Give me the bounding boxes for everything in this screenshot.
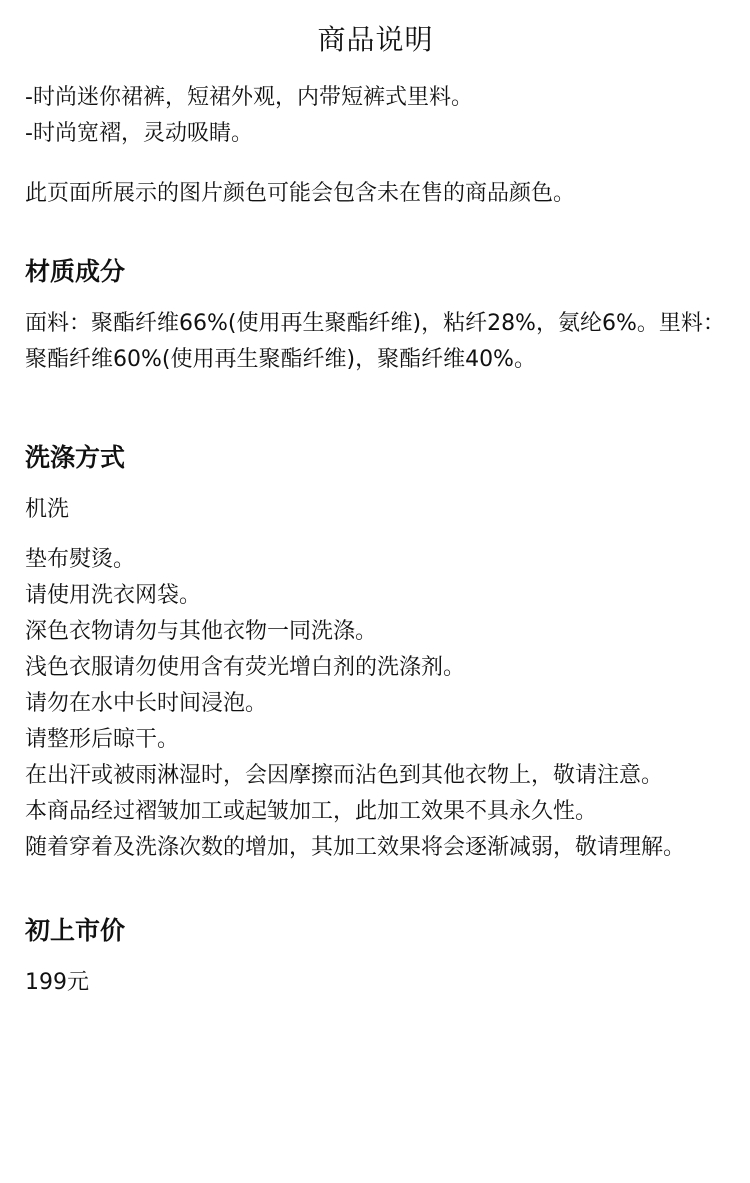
washing-notes-list — [25, 542, 726, 866]
material-text: 面料：聚酯纤维66%(使用再生聚酯纤维)，粘纤28%，氨纶6%。里料：聚酯纤维60%(使用再生聚酯纤维)，聚酯纤维40%。 — [25, 311, 725, 372]
washing-note: 本商品经过褶皱加工或起皱加工，此加工效果不具永久性。 — [25, 799, 598, 824]
color-note: 此页面所展示的图片颜色可能会包含未在售的商品颜色。 — [25, 181, 576, 206]
material-heading: 材质成分 — [25, 257, 126, 286]
price-heading: 初上市价 — [25, 916, 126, 945]
price-value: 199元 — [25, 970, 89, 995]
washing-note: 请使用洗衣网袋。 — [25, 583, 202, 608]
feature-item: -时尚迷你裙裤，短裙外观，内带短裤式里料。 — [25, 85, 473, 110]
washing-note: 请勿在水中长时间浸泡。 — [25, 691, 268, 716]
washing-note: 在出汗或被雨淋湿时，会因摩擦而沾色到其他衣物上，敬请注意。 — [25, 763, 664, 788]
feature-list — [25, 80, 726, 152]
washing-method: 机洗 — [25, 497, 70, 522]
washing-note: 随着穿着及洗涤次数的增加，其加工效果将会逐渐减弱，敬请理解。 — [25, 835, 686, 860]
washing-note: 垫布熨烫。 — [25, 547, 136, 572]
washing-note: 请整形后晾干。 — [25, 727, 180, 752]
page-title: 商品说明 — [317, 23, 434, 56]
washing-note: 深色衣物请勿与其他衣物一同洗涤。 — [25, 619, 378, 644]
washing-heading: 洗涤方式 — [25, 443, 126, 472]
feature-item: -时尚宽褶，灵动吸睛。 — [25, 121, 253, 146]
washing-note: 浅色衣服请勿使用含有荧光增白剂的洗涤剂。 — [25, 655, 466, 680]
